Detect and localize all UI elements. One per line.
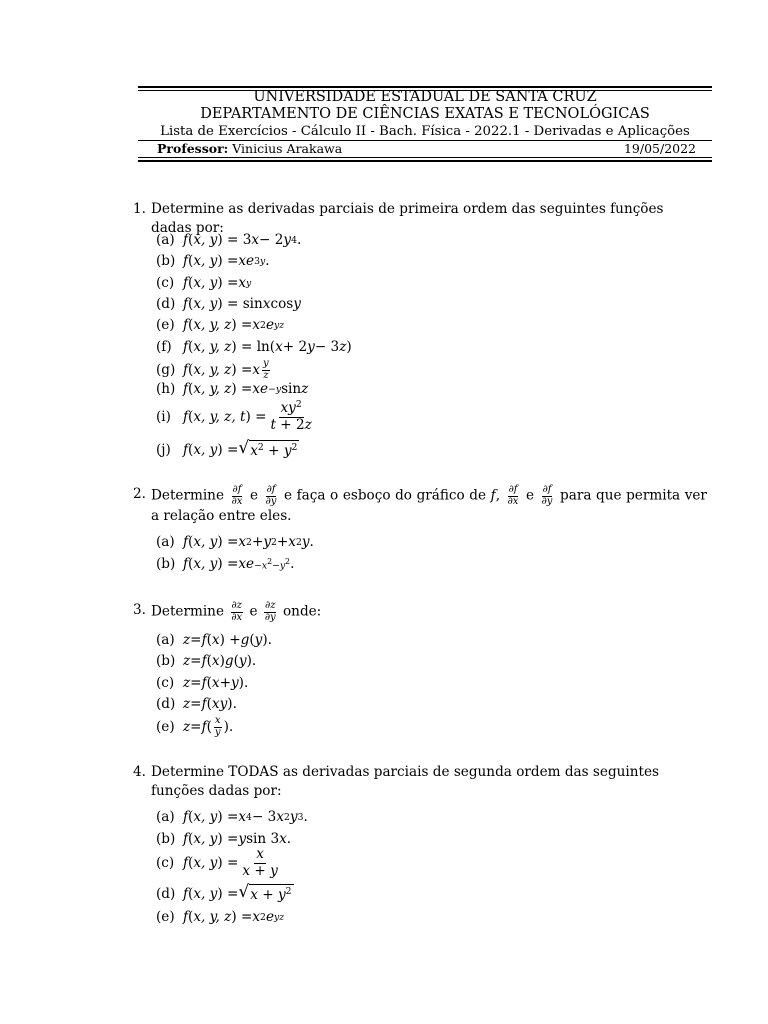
question-1-number: 1. [133,201,146,217]
question-4-number: 4. [133,764,146,780]
item-label: (b) [156,556,176,572]
item-label: (i) [156,408,171,425]
item-label: (d) [156,886,176,902]
q1-item-j: (j) f ( x, y ) = √ $x^2 + y^2$ [156,438,298,459]
item-label: (h) [156,381,176,397]
q1-item-h: (h) f ( x, y, z ) = xe −y sin z [156,381,309,397]
q2-item-b: (b) f ( x, y ) = xe $-x^2-y^2$ . [156,556,295,572]
q3-item-d: (d) z = f ( xy ). [156,696,237,712]
header-bottom-rule [138,160,712,162]
professor-label: Professor: [157,141,229,156]
list-title: Lista de Exercícios - Cálculo II - Bach. Física - 2022.1 - Derivadas e Aplicações [160,124,690,139]
item-label: (j) [156,442,171,458]
item-label: (a) [156,809,175,825]
q4-item-a: (a) f ( x, y ) = x 4 − 3 x 2 y 3 . [156,809,308,825]
question-3-number: 3. [133,602,146,618]
q1-item-b: (b) f ( x, y ) = xe 3y . [156,253,270,269]
q1-item-i: (i) f ( x, y, z, t ) = $\frac{xy^2}{t + 2z}$ [156,398,312,433]
item-label: (d) [156,696,176,712]
university-name: UNIVERSIDADE ESTADUAL DE SANTA CRUZ [253,89,597,105]
q1-item-g: (g) f ( x, y, z ) = x $\frac{y}{z}$ [156,358,269,381]
question-2-text: Determine $\frac{\partial f}{\partial x}$ e $\frac{\partial f}{\partial y}$ e faça o esboço do gráfico de f, $\frac{\partial f}{\partial x}$ e $\frac{\partial f}{\partial y}$ para que permita ver a relação entre eles. [151,484,707,524]
q4-item-e: (e) f ( x, y, z ) = x 2 e yz [156,909,285,925]
q4-item-b: (b) f ( x, y ) = y sin 3 x . [156,831,292,847]
item-label: (b) [156,653,176,669]
q3-item-a: (a) z = f ( x ) + g ( y ). [156,632,272,648]
q3-item-c: (c) z = f ( x + y ). [156,675,249,691]
item-label: (d) [156,296,176,312]
professor-line [157,141,342,157]
item-label: (f) [156,339,172,355]
item-label: (b) [156,253,176,269]
item-label: (c) [156,854,175,871]
question-3-text: Determine $\frac{\partial z}{\partial x}$ e $\frac{\partial z}{\partial y}$ onde: [151,600,322,623]
q1-item-a: (a) f ( x, y ) = 3 x − 2 y 4 . [156,232,302,248]
item-label: (e) [156,718,175,735]
item-label: (e) [156,909,175,925]
item-label: (a) [156,632,175,648]
header-bottom-rule-thin [138,157,712,158]
professor-name: Vinicius Arakawa [232,141,343,156]
q2-item-a: (a) f ( x, y ) = x 2 + y 2 + x 2 y . [156,534,314,550]
item-label: (e) [156,317,175,333]
q3-item-e: (e) z = f ( $\frac{x}{y}$ ). [156,715,234,738]
q1-item-d: (d) f ( x, y ) = sin x cos y [156,296,301,312]
item-label: (c) [156,275,175,291]
formula: f [183,232,189,248]
q1-item-e: (e) f ( x, y, z ) = x 2 e yz [156,317,285,333]
item-label: (b) [156,831,176,847]
q1-item-c: (c) f ( x, y ) = x y [156,275,252,291]
item-label: (a) [156,534,175,550]
item-label: (a) [156,232,175,248]
item-label: (c) [156,675,175,691]
header-top-rule [138,86,712,88]
question-2-number: 2. [133,486,146,502]
q4-item-c: (c) f ( x, y ) = $\frac{x}{x + y}$ [156,846,278,879]
q3-item-b: (b) z = f ( x ) g ( y ). [156,653,257,669]
document-date: 19/05/2022 [623,141,696,156]
department-name: DEPARTAMENTO DE CIÊNCIAS EXATAS E TECNOLÓGICAS [200,106,650,122]
q1-item-f: (f) f ( x, y, z ) = ln( x + 2 y − 3 z ) [156,339,352,355]
item-label: (g) [156,361,176,378]
question-1-text: Determine as derivadas parciais de primeira ordem das seguintes funções dadas por: [151,201,664,236]
q4-item-d: (d) f ( x, y ) = √ $x + y^2$ [156,882,292,903]
question-4-text: Determine TODAS as derivadas parciais de segunda ordem das seguintes funções dadas por: [151,764,660,799]
